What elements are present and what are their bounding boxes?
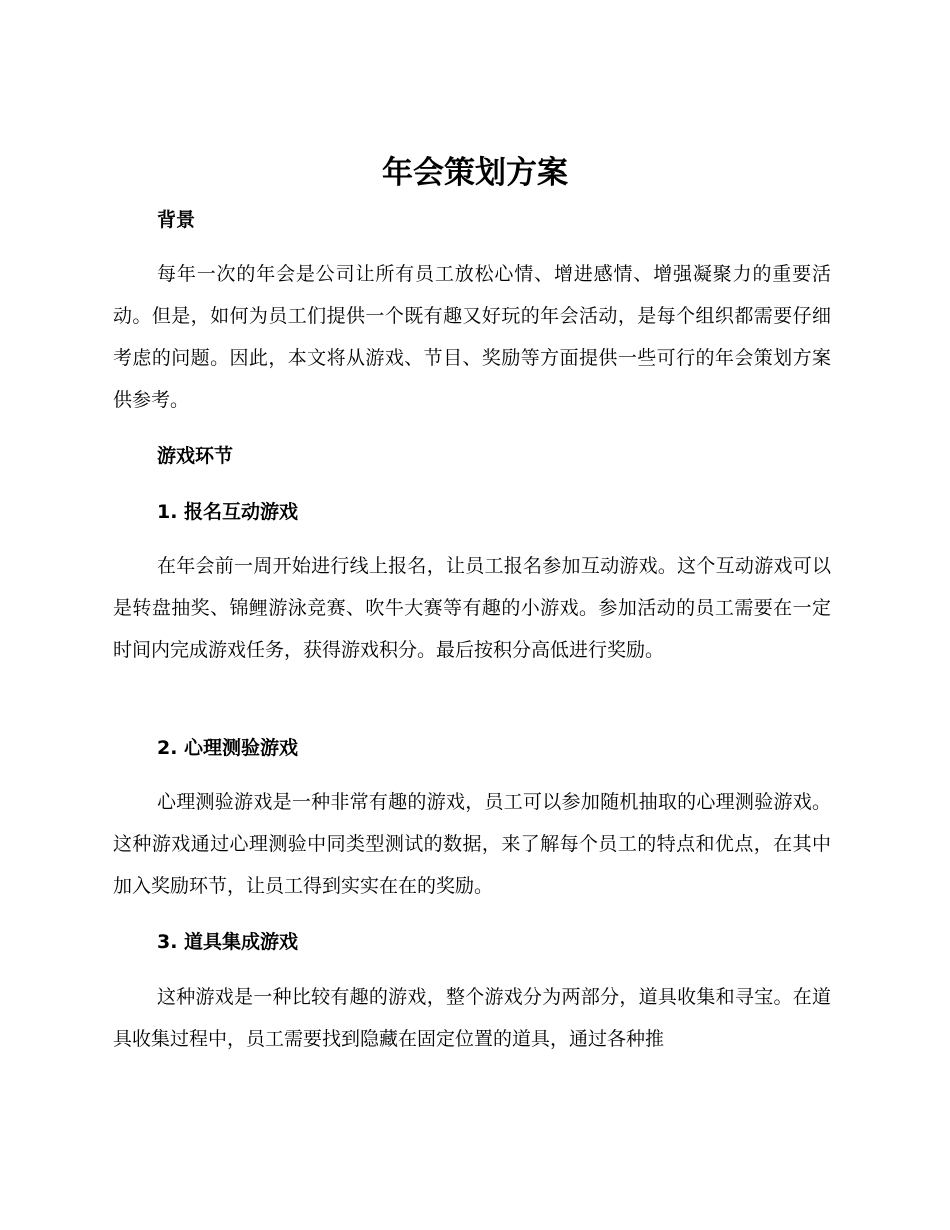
paragraph-game-3: 这种游戏是一种比较有趣的游戏，整个游戏分为两部分，道具收集和寻宝。在道具收集过程中，员工需要找到隐藏在固定位置的道具，通过各种推 <box>113 986 831 1050</box>
heading-games: 游戏环节 <box>157 445 234 467</box>
paragraph-background: 每年一次的年会是公司让所有员工放松心情、增进感情、增强凝聚力的重要活动。但是，如何为员工们提供一个既有趣又好玩的年会活动，是每个组织都需要仔细考虑的问题。因此，本文将从游戏、节目、奖励等方面提供一些可行的年会策划方案供参考。 <box>113 263 831 411</box>
heading-game-2: 2. 心理测验游戏 <box>157 737 299 759</box>
paragraph-game-1: 在年会前一周开始进行线上报名，让员工报名参加互动游戏。这个互动游戏可以是转盘抽奖、锦鲤游泳竞赛、吹牛大赛等有趣的小游戏。参加活动的员工需要在一定时间内完成游戏任务，获得游戏积分。最后按积分高低进行奖励。 <box>113 555 831 661</box>
document-title: 年会策划方案 <box>382 155 568 191</box>
heading-background: 背景 <box>157 209 196 231</box>
heading-game-3: 3. 道具集成游戏 <box>157 931 299 953</box>
paragraph-game-2: 心理测验游戏是一种非常有趣的游戏，员工可以参加随机抽取的心理测验游戏。这种游戏通过心理测验中同类型测试的数据，来了解每个员工的特点和优点，在其中加入奖励环节，让员工得到实实在在的奖励。 <box>113 791 831 897</box>
heading-game-1: 1. 报名互动游戏 <box>157 501 299 523</box>
